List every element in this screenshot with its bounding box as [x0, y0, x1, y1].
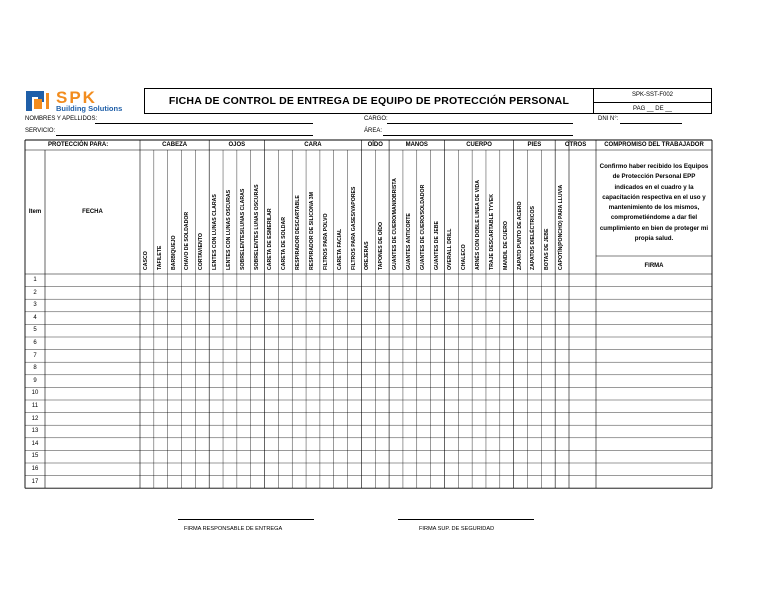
logo-subtext: Building Solutions: [56, 104, 123, 113]
epp-column-label: CARETA DE SOLDAR: [281, 216, 288, 270]
row-number: 11: [31, 403, 39, 409]
table-row[interactable]: [45, 274, 712, 287]
table-row[interactable]: [45, 438, 712, 451]
epp-column-label: RESPIRADOR DE SILICONA 3M: [308, 192, 315, 270]
signature-line-supervisor[interactable]: [398, 519, 534, 520]
epp-column-label: TRAJE DESCARTABLE TYVEK: [488, 194, 495, 270]
group-header-7: OTROS: [564, 142, 587, 148]
signature-label-entrega: FIRMA RESPONSABLE DE ENTREGA: [184, 526, 283, 532]
epp-column-label: FILTROS PARA POLVO: [322, 213, 329, 270]
compromiso-text: Confirmo haber recibido los Equipos de Protección Personal EPP indicados en el cuadro y la capacitación respectiva en el uso y mantenimiento de los mismos, comprometiéndome a dar fiel cumplimiento en bien de proteger mi propia salud.: [599, 163, 709, 243]
epp-column-label: RESPIRADOR DESCARTABLE: [295, 195, 302, 270]
table-row[interactable]: [45, 362, 712, 375]
row-number: 15: [31, 453, 39, 460]
epp-column-label: CHALECO: [461, 244, 468, 270]
group-header-3: OÍDO: [367, 142, 383, 148]
row-number: 12: [31, 415, 39, 422]
epp-column-label: CARETA FACIAL: [336, 228, 343, 270]
epp-column-label: OVERALL DRILL: [447, 228, 454, 270]
row-number: 16: [31, 466, 39, 472]
epp-column-label: CASCO: [142, 251, 149, 270]
row-number: 1: [33, 277, 37, 283]
table-row[interactable]: [45, 337, 712, 350]
table-row[interactable]: [45, 387, 712, 400]
row-number: 7: [33, 352, 37, 359]
servicio-label: SERVICIO:: [25, 128, 56, 134]
row-number: 3: [33, 302, 37, 309]
row-number: 9: [33, 377, 37, 384]
epp-column-label: CORTAVIENTO: [198, 233, 205, 270]
proteccion-para-label: PROTECCIÓN PARA:: [48, 141, 109, 148]
row-number: 8: [33, 365, 37, 372]
row-number: 17: [31, 478, 39, 485]
group-header-0: CABEZA: [162, 142, 188, 148]
epp-column-label: ZAPATOS DIELÉCTRICOS: [530, 206, 537, 270]
group-header-6: PIES: [527, 142, 542, 148]
table-row[interactable]: [45, 400, 712, 413]
group-header-1: OJOS: [228, 142, 246, 148]
table-row[interactable]: [45, 425, 712, 438]
table-row[interactable]: [45, 375, 712, 388]
epp-column-label: GUANTES DE CUERO/MANIOBRISTA: [392, 178, 399, 270]
epp-column-label: SOBRELENTES/LUNAS CLARAS: [239, 188, 246, 270]
compromiso-title: COMPROMISO DEL TRABAJADOR: [604, 141, 704, 148]
table-row[interactable]: [45, 287, 712, 300]
row-number: 4: [33, 314, 37, 321]
row-number: 13: [31, 428, 39, 435]
epp-column-label: GUANTES DE JEBE: [433, 220, 440, 270]
epp-column-label: TAPONES DE OÍDO: [378, 221, 385, 270]
epp-column-label: ZAPATO PUNTO DE ACERO: [516, 201, 523, 270]
epp-column-label: CHAVO DE SOLDADOR: [184, 211, 191, 270]
row-number: 14: [31, 440, 39, 447]
table-row[interactable]: [45, 312, 712, 325]
table-row[interactable]: [45, 450, 712, 463]
epp-column-label: BARBIQUEJO: [170, 235, 177, 270]
epp-column-label: ARNÉS CON DOBLE LINEA DE VIDA: [475, 179, 482, 270]
firma-header: FIRMA: [644, 263, 664, 269]
table-row[interactable]: [45, 299, 712, 312]
logo-text: SPK: [56, 88, 97, 107]
form-code: SPK-SST-F002: [631, 92, 673, 99]
epp-column-label: MANDIL DE CUERO: [502, 221, 509, 270]
group-header-2: CARA: [304, 142, 322, 148]
table-row[interactable]: [45, 476, 712, 489]
cargo-label: CARGO:: [364, 116, 388, 122]
dni-label: DNI N°:: [598, 116, 619, 122]
epp-column-label: GUANTES DE CUERO/SOLDADOR: [419, 184, 426, 270]
row-number: 6: [33, 340, 37, 346]
table-row[interactable]: [45, 463, 712, 476]
table-row[interactable]: [45, 350, 712, 363]
row-number: 2: [33, 289, 37, 296]
epp-column-label: LENTES CON LUNAS CLARAS: [212, 194, 219, 270]
table-row[interactable]: [45, 324, 712, 337]
epp-column-label: TAFILETE: [156, 245, 163, 270]
epp-column-label: FILTROS PARA GASES/VAPORES: [350, 186, 357, 270]
group-header-5: CUERPO: [466, 142, 492, 148]
nombres-label: NOMBRES Y APELLIDOS:: [25, 116, 98, 122]
epp-column-label: LENTES CON LUNAS OSCURAS: [225, 189, 232, 270]
group-header-4: MANOS: [405, 142, 428, 148]
epp-column-label: CARETA DE ESMERILAR: [267, 208, 274, 270]
form-title-text: FICHA DE CONTROL DE ENTREGA DE EQUIPO DE PROTECCIÓN PERSONAL: [168, 95, 570, 107]
signature-line-entrega[interactable]: [178, 519, 314, 520]
epp-column-label: BOTAS DE JEBE: [544, 228, 551, 270]
item-header: Item: [28, 208, 42, 215]
row-number: 5: [33, 327, 37, 334]
epp-column-label: SOBRELENTES LUNAS OSCURAS: [253, 184, 260, 270]
area-label: ÁREA:: [364, 128, 383, 134]
page-number: PAG __ DE __: [594, 102, 711, 116]
epp-column-label: GUANTES ANTICORTE: [405, 213, 412, 270]
epp-column-label: OREJERAS: [364, 241, 371, 270]
row-number: 10: [31, 390, 39, 397]
signature-label-supervisor: FIRMA SUP. DE SEGURIDAD: [419, 526, 495, 532]
fecha-header: FECHA: [82, 208, 103, 215]
epp-column-label: CAPOTÍN(PONCHO) PARA LLUVIA: [558, 184, 565, 270]
table-row[interactable]: [45, 413, 712, 426]
